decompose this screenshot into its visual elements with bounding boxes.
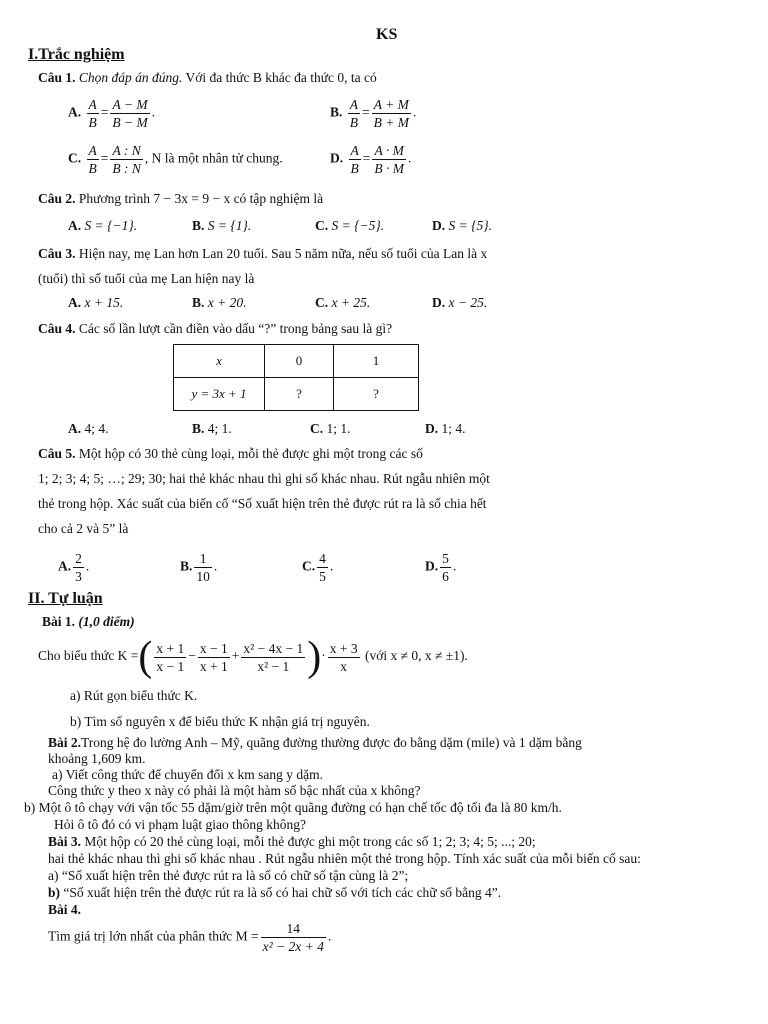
value-table [173, 344, 419, 411]
question-5-line2: 1; 2; 3; 4; 5; …; 29; 30; hai thẻ khác nhau thì ghi số khác nhau. Rút ngẫu nhiên một [38, 471, 490, 486]
table-cell: 0 [265, 345, 334, 378]
exercise-1-part-a: a) Rút gọn biểu thức K. [70, 688, 198, 703]
question-5-option-c[interactable]: C. $\frac{4}{5}$ . [302, 551, 334, 584]
question-3-prompt: Câu 3. Hiện nay, mẹ Lan hơn Lan 20 tuổi. Sau 5 năm nữa, nếu số tuổi của Lan là x [38, 246, 488, 261]
question-2-option-b[interactable]: B. S = {1}. [192, 218, 252, 233]
table-row [174, 378, 419, 411]
question-5-option-a[interactable]: A. $\frac{2}{3}$ . [58, 551, 90, 584]
exercise-1-heading: Bài 1. (1,0 điểm) [42, 614, 135, 629]
exercise-1-part-b: b) Tìm số nguyên x để biểu thức K nhận giá trị nguyên. [70, 714, 370, 729]
exercise-2-line2: khoảng 1,609 km. [48, 751, 146, 766]
question-2-option-a[interactable]: A. S = {−1}. [68, 218, 138, 233]
question-3-option-b[interactable]: B. x + 20. [192, 295, 247, 310]
question-4-option-a[interactable]: A. 4; 4. [68, 421, 109, 436]
question-3-prompt-line2: (tuổi) thì số tuổi của mẹ Lan hiện nay là [38, 271, 255, 286]
question-4-prompt: Câu 4. Các số lần lượt cần điền vào dấu “?” trong bảng sau là gì? [38, 321, 393, 336]
table-cell: 1 [334, 345, 419, 378]
question-4-option-b[interactable]: B. 4; 1. [192, 421, 232, 436]
question-2-prompt: Câu 2. Phương trình 7 − 3x = 9 − x có tập nghiệm là [38, 191, 324, 206]
exercise-2-line4: Công thức y theo x này có phải là một hàm số bậc nhất của x không? [48, 783, 421, 798]
exercise-3-line3: a) “Số xuất hiện trên thẻ được rút ra là số có chữ số tận cùng là 2”; [48, 868, 409, 883]
table-cell: x [174, 345, 265, 378]
question-4-option-d[interactable]: D. 1; 4. [425, 421, 466, 436]
question-1-label: Câu 1. [38, 70, 76, 85]
question-1-prompt: Câu 1. Chọn đáp án đúng. Với đa thức B khác đa thức 0, ta có [38, 70, 377, 85]
table-cell: y = 3x + 1 [174, 378, 265, 411]
question-3-option-c[interactable]: C. x + 25. [315, 295, 371, 310]
table-cell: ? [265, 378, 334, 411]
question-3-option-a[interactable]: A. x + 15. [68, 295, 124, 310]
question-1-option-a[interactable]: A. $\frac{A}{B}$ = $\frac{A - M}{B - M}$ . [68, 97, 156, 130]
question-2-option-d[interactable]: D. S = {5}. [432, 218, 493, 233]
question-5-option-b[interactable]: B. $\frac{1}{10}$ . [180, 551, 218, 584]
section-multiple-choice-title: I.Trắc nghiệm [28, 46, 125, 63]
exercise-2-line5: b) Một ô tô chạy với vận tốc 55 dặm/giờ trên một quãng đường có hạn chế tốc độ tối đa là 80 km/h. [24, 800, 562, 815]
question-1-option-c[interactable]: C. $\frac{A}{B}$ = $\frac{A : N}{B : N}$ , N là một nhân tử chung. [68, 143, 283, 176]
table-row [174, 345, 419, 378]
exercise-3-line2: hai thẻ khác nhau thì ghi số khác nhau . Rút ngẫu nhiên một thẻ trong hộp. Tính xác suất của mỗi biến cố sau: [48, 851, 641, 866]
question-1-option-d[interactable]: D. $\frac{A}{B}$ = $\frac{A \cdot M}{B \cdot M}$ . [330, 143, 412, 176]
question-5-line4: cho cả 2 và 5” là [38, 521, 129, 536]
exercise-1-expression: Cho biểu thức K =( $\frac{x + 1}{x - 1}$ − $\frac{x - 1}{x + 1}$ + $\frac{\text{x² − 4x − 1}}{\text{x² − 1}}$ )· $\frac{x + 3}{x}$ (với x ≠ 0, x ≠ ±1). [38, 634, 468, 680]
exercise-2-line6: Hỏi ô tô đó có vi phạm luật giao thông không? [54, 817, 306, 832]
question-4-option-c[interactable]: C. 1; 1. [310, 421, 351, 436]
table-cell: ? [334, 378, 419, 411]
question-1-option-b[interactable]: B. $\frac{A}{B}$ = $\frac{A + M}{B + M}$ . [330, 97, 417, 130]
exercise-3-line1: Bài 3. Một hộp có 20 thẻ cùng loại, mỗi thẻ được ghi một trong các số 1; 2; 3; 4; 5; ...; 20; [48, 834, 536, 849]
question-3-option-d[interactable]: D. x − 25. [432, 295, 488, 310]
exam-code: KS [376, 26, 398, 43]
exercise-4-heading: Bài 4. [48, 902, 82, 917]
section-essay-title: II. Tự luận [28, 590, 103, 607]
question-5-option-d[interactable]: D. $\frac{5}{6}$ . [425, 551, 457, 584]
question-5-prompt: Câu 5. Một hộp có 30 thẻ cùng loại, mỗi thẻ được ghi một trong các số [38, 446, 423, 461]
exercise-4-prompt: Tìm giá trị lớn nhất của phân thức M = $\frac{14}{\text{x² − 2x + 4}}$ . [48, 921, 332, 954]
exercise-2-line1: Bài 2.Trong hệ đo lường Anh – Mỹ, quãng đường thường được đo bằng dặm (mile) và 1 dặm bằng [48, 735, 582, 750]
exercise-2-line3: a) Viết công thức để chuyển đổi x km sang y dặm. [52, 767, 323, 782]
question-5-line3: thẻ trong hộp. Xác suất của biến cố “Số xuất hiện trên thẻ được rút ra là số chia hết [38, 496, 487, 511]
question-2-option-c[interactable]: C. S = {−5}. [315, 218, 385, 233]
exercise-3-line4: b) “Số xuất hiện trên thẻ được rút ra là số có hai chữ số với tích các chữ số bằng 4”. [48, 885, 502, 900]
